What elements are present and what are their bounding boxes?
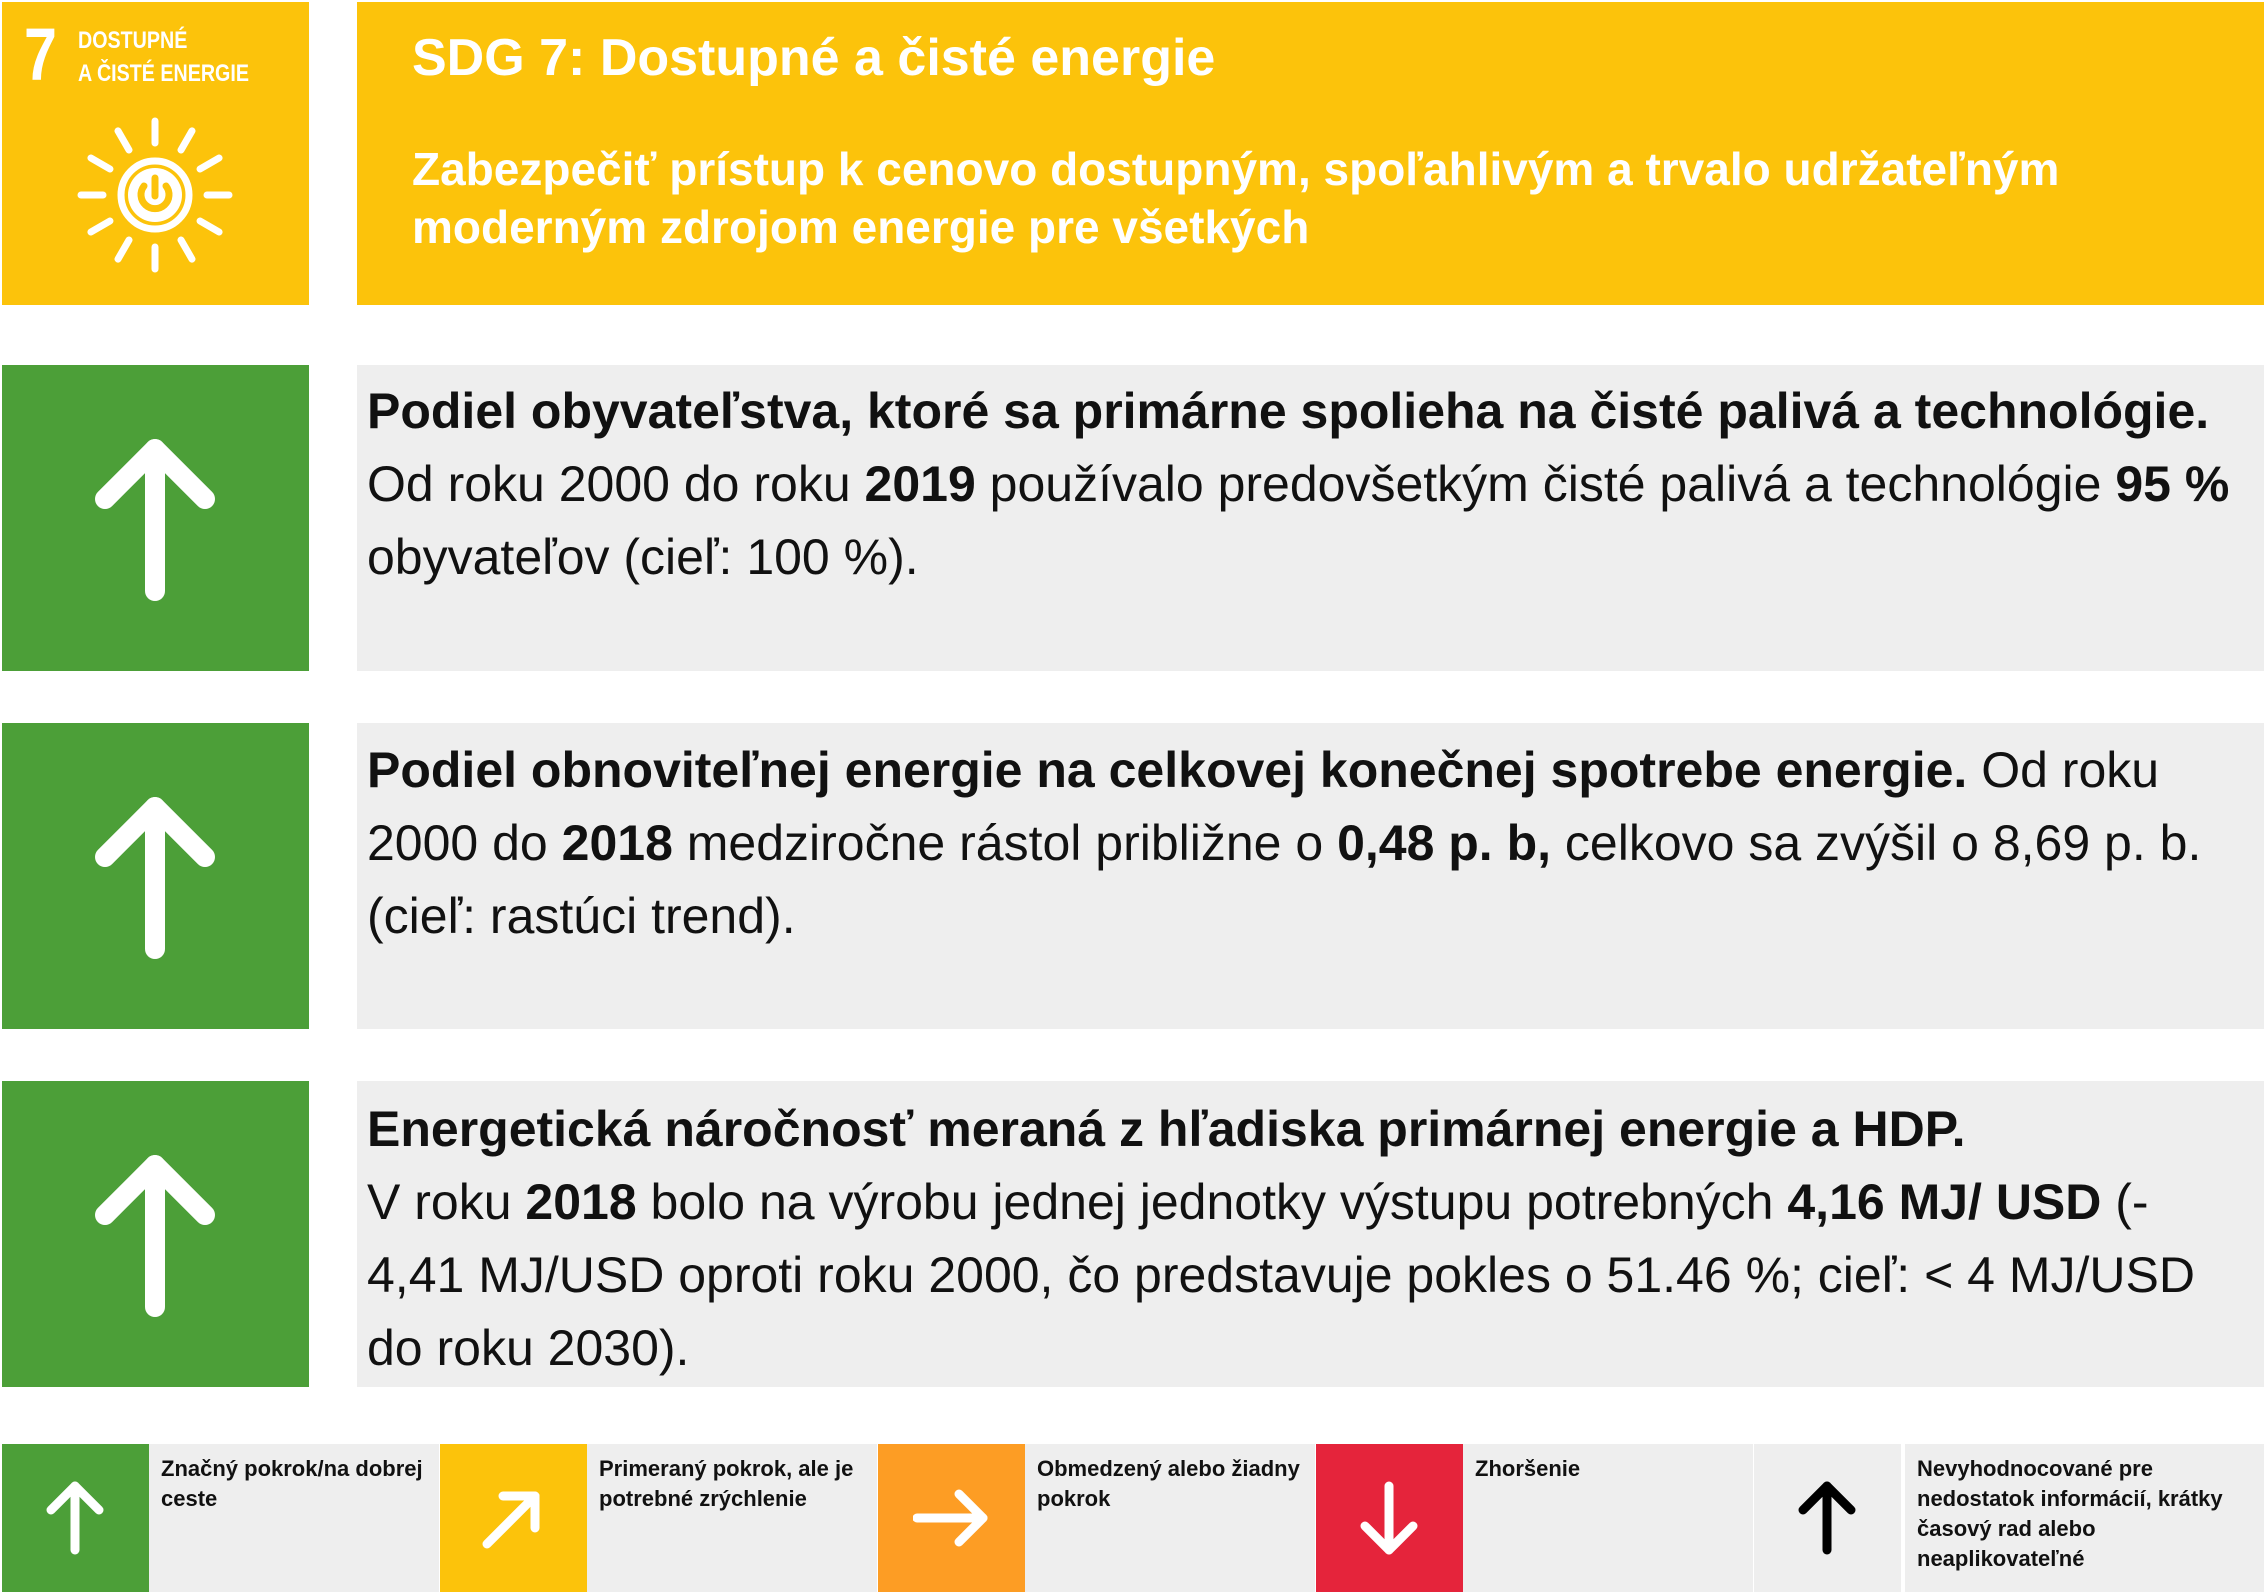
indicator-text-segment: celkovo sa zvýšil o 8,69 p. b. (cieľ: rastúci trend). <box>367 815 2202 944</box>
indicator-text-segment: 2018 <box>525 1174 637 1230</box>
indicator-text-segment: medziročne rástol približne o <box>672 815 1338 871</box>
sun-ray <box>118 131 129 150</box>
indicator-text-segment: 2019 <box>864 456 976 512</box>
legend-2-swatch <box>440 1444 587 1592</box>
legend-1-label: Značný pokrok/na dobrej ceste <box>161 1456 423 1511</box>
indicator-text-segment: (- 4,41 MJ/USD oproti roku 2000, čo predstavuje pokles o 51.46 %; cieľ: < 4 MJ/USD do roku 2030). <box>367 1174 2195 1376</box>
arrow-up-right-icon <box>475 1480 551 1556</box>
sdg-logo-text <box>78 24 249 90</box>
arrow-right-icon <box>913 1480 989 1556</box>
indicator-2-status <box>2 723 309 1029</box>
indicator-text-segment: Energetická náročnosť meraná z hľadiska primárnej energie a HDP. <box>367 1101 1966 1157</box>
legend-2-label: Primeraný pokrok, ale je potrebné zrýchlenie <box>599 1456 854 1511</box>
sun-ray <box>181 240 192 259</box>
page-subtitle: Zabezpečiť prístup k cenovo dostupným, spoľahlivým a trvalo udržateľným moderným zdrojom energie pre všetkých <box>412 143 2060 253</box>
indicator-2-text <box>367 734 2247 953</box>
indicator-text-segment: obyvateľov (cieľ: 100 %). <box>367 529 919 585</box>
legend-2-label-box <box>587 1444 877 1592</box>
arrow-up-icon <box>37 1480 113 1556</box>
legend-5-swatch <box>1754 1444 1901 1592</box>
indicator-text-segment: 2018 <box>561 815 673 871</box>
indicator-text-segment: Podiel obyvateľstva, ktoré sa primárne spolieha na čisté palivá a technológie. <box>367 383 2210 439</box>
indicator-1-text <box>367 375 2247 594</box>
sun-ray <box>118 240 129 259</box>
legend-1-swatch <box>2 1444 149 1592</box>
sdg-number: 7 <box>24 13 57 96</box>
sun-ray <box>181 131 192 150</box>
indicator-text-segment: 4,16 MJ/ USD <box>1787 1174 2102 1230</box>
indicator-text-segment: Od roku 2000 do <box>367 742 2160 871</box>
legend-3-label: Obmedzený alebo žiadny pokrok <box>1037 1456 1300 1511</box>
sun-ray <box>200 221 219 232</box>
legend-4-swatch <box>1316 1444 1463 1592</box>
arrow-up-black-icon <box>1789 1480 1865 1556</box>
arrow-up-icon <box>95 1151 216 1319</box>
arrow-down-icon <box>1351 1480 1427 1556</box>
indicator-text-segment: Podiel obnoviteľnej energie na celkovej konečnej spotrebe energie. <box>367 742 1968 798</box>
legend-4-label-box <box>1463 1444 1753 1592</box>
arrow-up-icon <box>95 793 216 961</box>
sun-ray <box>91 158 110 169</box>
indicator-text-segment: Od roku 2000 do roku <box>367 456 865 512</box>
indicator-text-segment: V roku <box>367 1174 526 1230</box>
indicator-text-segment: 95 % <box>2115 456 2230 512</box>
indicator-text-segment: používalo predovšetkým čisté palivá a technológie <box>975 456 2116 512</box>
page-title: SDG 7: Dostupné a čisté energie <box>412 29 1216 87</box>
legend-3-label-box <box>1025 1444 1315 1592</box>
sun-power-icon <box>70 110 240 280</box>
legend-4-label: Zhoršenie <box>1475 1456 1581 1481</box>
legend-3-swatch <box>878 1444 1025 1592</box>
indicator-text-segment: 0,48 p. b, <box>1337 815 1552 871</box>
sun-ray <box>200 158 219 169</box>
legend-5-label: Nevyhodnocované pre nedostatok informácií, krátky časový rad alebo neaplikovateľné <box>1917 1456 2223 1571</box>
sdg-logo-line1: DOSTUPNÉ <box>78 27 188 54</box>
sun-ray <box>91 221 110 232</box>
arrow-up-icon <box>95 435 216 603</box>
indicator-text-segment: bolo na výrobu jednej jednotky výstupu potrebných <box>636 1174 1788 1230</box>
legend-1-label-box <box>149 1444 439 1592</box>
legend-5-label-box <box>1905 1444 2264 1592</box>
indicator-3-status <box>2 1081 309 1387</box>
sdg-logo-line2: A ČISTÉ ENERGIE <box>78 60 249 87</box>
indicator-1-status <box>2 365 309 671</box>
indicator-3-text <box>367 1093 2247 1385</box>
